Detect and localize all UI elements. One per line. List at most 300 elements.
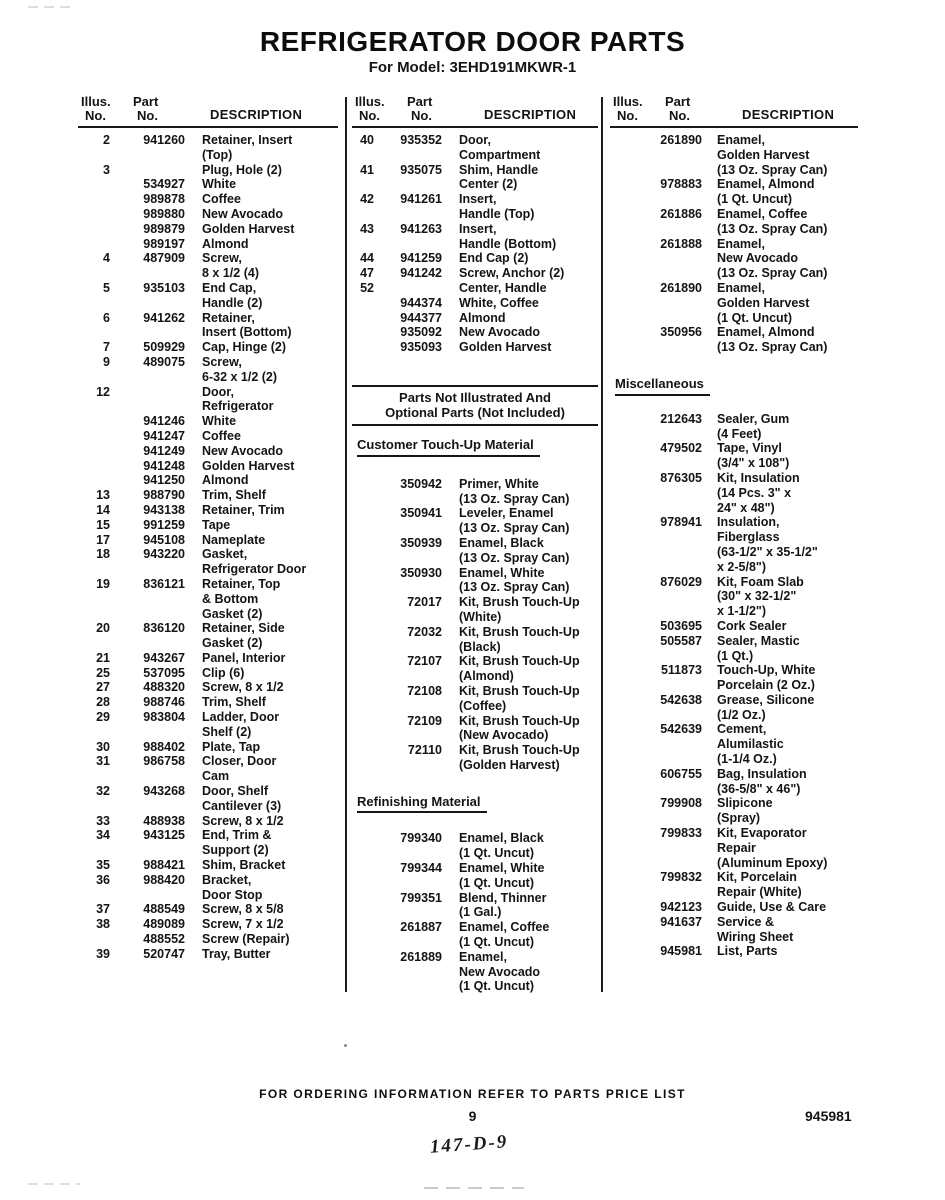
description <box>459 296 539 311</box>
description-line: Fiberglass <box>717 530 780 545</box>
illus-no: 28 <box>96 695 110 710</box>
description <box>202 710 279 740</box>
description-line: Gasket, <box>202 547 248 562</box>
description-line: Door, <box>459 133 491 147</box>
illus-no: 4 <box>103 251 110 266</box>
description-line: Plate, Tap <box>202 739 261 754</box>
column-divider-right <box>601 97 603 992</box>
description <box>717 722 784 766</box>
description <box>459 654 580 684</box>
description-line: Almond <box>202 236 249 251</box>
description-line: Screw, 7 x 1/2 <box>202 917 284 932</box>
description-line: Sealer, Gum <box>717 411 790 426</box>
parts-row <box>352 506 598 536</box>
illus-no: 39 <box>96 946 110 961</box>
illus-no: 47 <box>360 266 374 281</box>
part-no: 935352 <box>400 133 442 147</box>
description-line: (14 Pcs. 3" x <box>717 485 792 500</box>
description <box>202 518 230 533</box>
illus-no: 35 <box>96 858 110 873</box>
description-line: Closer, Door <box>202 754 277 769</box>
description-line: Handle (Bottom) <box>459 236 557 251</box>
part-no: 261887 <box>400 920 442 935</box>
description-line: (Golden Harvest) <box>459 757 560 772</box>
parts-row <box>610 663 858 693</box>
part-no: 212643 <box>660 411 702 426</box>
parts-row <box>78 177 338 192</box>
description <box>717 900 826 915</box>
part-no: 943267 <box>143 650 185 665</box>
description-line: Enamel, Coffee <box>717 206 808 221</box>
illus-no: 40 <box>360 133 374 147</box>
description <box>202 902 284 917</box>
description-line: x 1-1/2") <box>717 604 767 619</box>
description <box>202 444 283 459</box>
part-no: 72017 <box>407 595 442 610</box>
parts-row <box>352 251 598 266</box>
part-no: 988746 <box>143 695 185 710</box>
description <box>717 767 807 797</box>
description <box>202 695 266 710</box>
illus-no: 14 <box>96 502 110 517</box>
part-no: 942123 <box>660 900 702 915</box>
description-line: Kit, Brush Touch-Up <box>459 743 580 758</box>
description <box>717 133 827 177</box>
header-no-label: No. <box>137 108 158 123</box>
parts-row <box>352 831 598 861</box>
description-line: Gasket (2) <box>202 636 263 651</box>
part-no: 941242 <box>400 266 442 281</box>
parts-row <box>352 192 598 222</box>
parts-row <box>352 625 598 655</box>
page-number: 9 <box>468 1108 477 1124</box>
description <box>459 266 564 281</box>
description-line: End Cap (2) <box>459 251 529 266</box>
description-line: Leveler, Enamel <box>459 506 554 521</box>
part-no: 941249 <box>143 443 185 458</box>
section-gap <box>610 396 858 412</box>
description <box>717 471 800 515</box>
part-no: 488549 <box>143 902 185 917</box>
parts-row <box>78 547 338 577</box>
description-line: White <box>202 177 237 192</box>
description <box>202 473 249 488</box>
description-line: Enamel, Coffee <box>459 920 550 935</box>
parts-row <box>78 459 338 474</box>
parts-row <box>352 311 598 326</box>
part-no: 988402 <box>143 739 185 754</box>
description <box>717 619 786 634</box>
part-no: 72108 <box>407 683 442 698</box>
description <box>717 870 802 900</box>
description-line: Clip (6) <box>202 665 245 680</box>
description <box>717 663 815 693</box>
description <box>202 222 294 237</box>
description-line: 6-32 x 1/2 (2) <box>202 369 278 384</box>
description-line: Almond <box>459 310 506 325</box>
illus-no: 31 <box>96 754 110 769</box>
part-no: 488320 <box>143 680 185 695</box>
description <box>202 814 284 829</box>
part-no: 944377 <box>400 310 442 325</box>
scan-artifact <box>28 1183 80 1185</box>
description-line: (Coffee) <box>459 698 507 713</box>
description-line: (1 Qt. Uncut) <box>459 979 534 994</box>
illus-no: 25 <box>96 665 110 680</box>
parts-row <box>610 915 858 945</box>
part-no: 941246 <box>143 414 185 429</box>
description-line: (New Avocado) <box>459 728 549 743</box>
parts-row <box>610 441 858 471</box>
description <box>459 950 540 994</box>
part-no: 876029 <box>660 574 702 589</box>
parts-row <box>78 414 338 429</box>
illus-no: 33 <box>96 813 110 828</box>
description-line: Door Stop <box>202 887 263 902</box>
header-description-label: DESCRIPTION <box>742 107 835 122</box>
parts-row <box>352 595 598 625</box>
description-line: Coffee <box>202 428 241 443</box>
parts-row <box>352 477 598 507</box>
description-line: Screw, 8 x 1/2 <box>202 680 284 695</box>
description-line: Enamel, Black <box>459 831 544 846</box>
parts-row <box>78 740 338 755</box>
description <box>717 944 777 959</box>
description <box>202 858 285 873</box>
part-no: 350942 <box>400 476 442 491</box>
header-no-label: No. <box>617 108 638 123</box>
part-no: 72032 <box>407 624 442 639</box>
header-illus-label: Illus. <box>613 94 643 109</box>
description-line: Enamel, Black <box>459 535 544 550</box>
description-line: (Almond) <box>459 669 514 684</box>
description-line: Wiring Sheet <box>717 929 794 944</box>
parts-row <box>610 634 858 664</box>
description-line: Primer, White <box>459 476 539 491</box>
description-line: (Top) <box>202 147 233 162</box>
description-line: x 2-5/8") <box>717 559 767 574</box>
description-line: Repair <box>717 840 756 855</box>
parts-row <box>78 281 338 311</box>
description-line: (13 Oz. Spray Can) <box>717 162 828 177</box>
illus-no: 32 <box>96 784 110 799</box>
part-no: 799340 <box>400 831 442 846</box>
illus-no: 12 <box>96 384 110 399</box>
parts-row <box>78 917 338 932</box>
section-gap <box>352 457 598 477</box>
description-line: Handle (2) <box>202 295 263 310</box>
section-heading: Refinishing Material <box>357 795 487 814</box>
description-line: Cap, Hinge (2) <box>202 340 287 355</box>
parts-row <box>352 654 598 684</box>
description <box>459 163 538 193</box>
description <box>717 693 814 723</box>
description-line: Touch-Up, White <box>717 663 816 678</box>
description <box>202 947 271 962</box>
description <box>202 311 292 341</box>
description-line: 24" x 48") <box>717 500 775 515</box>
description <box>717 177 814 207</box>
description-line: Sealer, Mastic <box>717 633 800 648</box>
parts-row <box>78 207 338 222</box>
part-no: 350930 <box>400 565 442 580</box>
parts-row <box>352 133 598 163</box>
part-no: 943268 <box>143 784 185 799</box>
part-no: 945108 <box>143 532 185 547</box>
illus-no: 42 <box>360 192 374 207</box>
part-no: 350941 <box>400 506 442 521</box>
description-line: (1 Qt.) <box>717 648 754 663</box>
description <box>717 281 809 325</box>
description-line: Tray, Butter <box>202 946 271 961</box>
description <box>459 566 569 596</box>
part-no: 941263 <box>400 221 442 236</box>
illus-no: 19 <box>96 576 110 591</box>
description-line: Almond <box>202 473 249 488</box>
part-no: 505587 <box>660 633 702 648</box>
description-line: (63-1/2" x 35-1/2" <box>717 544 818 559</box>
parts-row <box>610 133 858 177</box>
illus-no: 18 <box>96 547 110 562</box>
parts-row <box>78 340 338 355</box>
parts-row <box>352 281 598 296</box>
illus-no: 41 <box>360 162 374 177</box>
description <box>202 666 244 681</box>
description <box>717 237 827 281</box>
description-line: (1 Qt. Uncut) <box>717 192 792 207</box>
description <box>459 251 528 266</box>
part-no: 935075 <box>400 162 442 177</box>
part-no: 935092 <box>400 325 442 340</box>
parts-row <box>610 281 858 325</box>
description-line: End Cap, <box>202 280 257 295</box>
description-line: (1 Qt. Uncut) <box>459 846 534 861</box>
description-line: Insulation, <box>717 515 780 530</box>
description <box>717 515 818 574</box>
part-no: 72109 <box>407 713 442 728</box>
parts-column-2 <box>352 96 598 994</box>
part-no: 986758 <box>143 754 185 769</box>
description-line: Handle (Top) <box>459 206 535 221</box>
illus-no: 43 <box>360 221 374 236</box>
description <box>459 281 547 296</box>
description-line: Door, Shelf <box>202 784 268 799</box>
parts-row <box>610 619 858 634</box>
description <box>202 547 306 577</box>
part-no: 479502 <box>660 441 702 456</box>
description <box>459 506 569 536</box>
description <box>459 536 569 566</box>
description-line: (13 Oz. Spray Can) <box>459 550 570 565</box>
description-line: Blend, Thinner <box>459 890 547 905</box>
note-line: Parts Not Illustrated And <box>399 389 551 405</box>
parts-row <box>610 693 858 723</box>
description-line: Ladder, Door <box>202 710 280 725</box>
description-line: White <box>202 414 237 429</box>
part-no: 799908 <box>660 796 702 811</box>
description <box>202 429 241 444</box>
part-no: 988420 <box>143 872 185 887</box>
column-divider-left <box>345 97 347 992</box>
part-no: 511873 <box>660 663 702 678</box>
parts-column-1 <box>78 96 338 962</box>
section-gap <box>352 773 598 795</box>
part-no: 799832 <box>660 870 702 885</box>
description-line: Kit, Brush Touch-Up <box>459 624 580 639</box>
description <box>459 920 549 950</box>
description-line: Enamel, <box>717 280 765 295</box>
description <box>202 237 249 252</box>
parts-row <box>78 533 338 548</box>
description-line: List, Parts <box>717 944 778 959</box>
illus-no: 3 <box>103 162 110 177</box>
description <box>202 680 284 695</box>
description-line: Slipicone <box>717 796 773 811</box>
parts-row <box>610 412 858 442</box>
description <box>202 754 276 784</box>
description-line: Golden Harvest <box>717 295 810 310</box>
parts-row <box>352 266 598 281</box>
illus-no: 30 <box>96 739 110 754</box>
description-line: Gasket (2) <box>202 606 263 621</box>
header-part-label: Part <box>665 94 691 109</box>
description-line: (1 Gal.) <box>459 905 502 920</box>
part-no: 943125 <box>143 828 185 843</box>
description <box>202 621 285 651</box>
description-line: Screw (Repair) <box>202 932 290 947</box>
part-no: 350939 <box>400 535 442 550</box>
description <box>459 340 551 355</box>
description-line: Kit, Brush Touch-Up <box>459 595 580 610</box>
parts-row <box>610 767 858 797</box>
description <box>459 192 534 222</box>
header-no-label: No. <box>669 108 690 123</box>
parts-row <box>352 222 598 252</box>
illus-no: 20 <box>96 621 110 636</box>
parts-row <box>78 695 338 710</box>
description-line: Insert (Bottom) <box>202 325 292 340</box>
description <box>459 831 544 861</box>
description-line: Coffee <box>202 192 241 207</box>
description-line: (1 Qt. Uncut) <box>459 935 534 950</box>
description <box>459 477 569 507</box>
part-no: 509929 <box>143 340 185 355</box>
description-line: (13 Oz. Spray Can) <box>717 221 828 236</box>
part-no: 876305 <box>660 470 702 485</box>
parts-row <box>352 340 598 355</box>
illus-no: 34 <box>96 828 110 843</box>
parts-row <box>78 488 338 503</box>
part-no: 350956 <box>660 325 702 340</box>
parts-row <box>78 828 338 858</box>
parts-row <box>78 754 338 784</box>
part-no: 261890 <box>660 133 702 147</box>
part-no: 935093 <box>400 340 442 355</box>
part-no: 261886 <box>660 206 702 221</box>
parts-row <box>78 222 338 237</box>
description-line: New Avocado <box>459 964 541 979</box>
parts-row <box>78 444 338 459</box>
parts-row <box>78 473 338 488</box>
scan-artifact <box>28 6 74 8</box>
description-line: Support (2) <box>202 843 269 858</box>
parts-row <box>610 722 858 766</box>
description-line: Nameplate <box>202 532 266 547</box>
description-line: Service & <box>717 914 774 929</box>
description <box>459 891 547 921</box>
header-part-label: Part <box>407 94 433 109</box>
description-line: Insert, <box>459 192 497 207</box>
description <box>459 311 506 326</box>
parts-row <box>78 680 338 695</box>
illus-no: 13 <box>96 488 110 503</box>
parts-row <box>78 858 338 873</box>
parts-row <box>610 826 858 870</box>
description-line: (White) <box>459 609 502 624</box>
parts-row <box>352 714 598 744</box>
parts-row <box>78 932 338 947</box>
description <box>202 385 274 415</box>
part-no: 989197 <box>143 236 185 251</box>
parts-row <box>78 947 338 962</box>
description <box>202 163 282 178</box>
description <box>202 133 292 163</box>
description-line: Door, <box>202 384 234 399</box>
part-no: 799344 <box>400 861 442 876</box>
description <box>717 575 804 619</box>
description-line: (13 Oz. Spray Can) <box>459 491 570 506</box>
heading-wrap <box>352 438 598 457</box>
parts-row <box>610 575 858 619</box>
description <box>459 133 540 163</box>
description-line: (1-1/4 Oz.) <box>717 752 777 767</box>
description-line: Retainer, Trim <box>202 502 285 517</box>
parts-row <box>610 900 858 915</box>
description-line: Refrigerator Door <box>202 562 307 577</box>
description-line: Refrigerator <box>202 399 274 414</box>
header-illus-label: Illus. <box>81 94 111 109</box>
description <box>202 414 236 429</box>
description <box>717 634 800 664</box>
description-line: Retainer, <box>202 310 255 325</box>
parts-row <box>352 950 598 994</box>
parts-row <box>78 163 338 178</box>
illus-no: 27 <box>96 680 110 695</box>
description-line: (1 Qt. Uncut) <box>717 310 792 325</box>
part-no: 941248 <box>143 458 185 473</box>
part-no: 520747 <box>143 946 185 961</box>
section-gap <box>610 355 858 377</box>
description <box>459 325 540 340</box>
parts-row <box>352 861 598 891</box>
description-line: (30" x 32-1/2" <box>717 589 797 604</box>
part-no: 261890 <box>660 280 702 295</box>
heading-wrap <box>610 377 858 396</box>
description-line: Screw, <box>202 354 242 369</box>
description <box>717 325 827 355</box>
parts-row <box>78 621 338 651</box>
description <box>202 251 259 281</box>
description <box>717 826 827 870</box>
illus-no: 52 <box>360 280 374 295</box>
illus-no: 37 <box>96 902 110 917</box>
description <box>202 651 285 666</box>
parts-column-3 <box>610 96 858 959</box>
parts-row <box>610 237 858 281</box>
header-no-label: No. <box>85 108 106 123</box>
description-line: (3/4" x 108") <box>717 456 790 471</box>
description-line: Retainer, Insert <box>202 133 293 147</box>
